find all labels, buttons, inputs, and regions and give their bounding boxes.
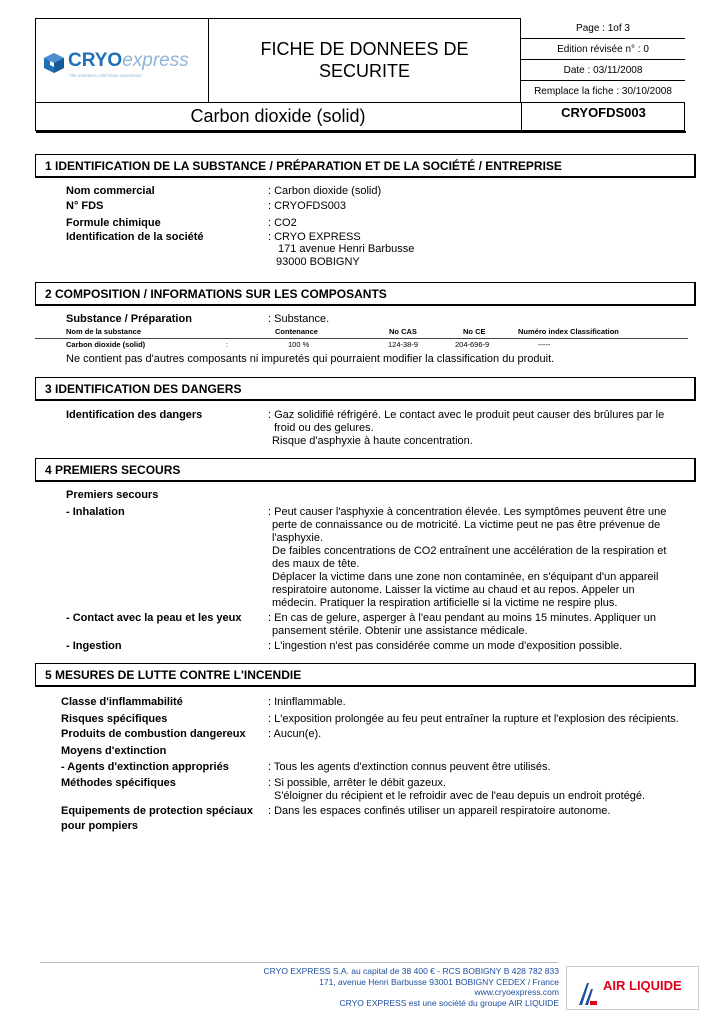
- logo-wordmark: CRYOexpress: [68, 50, 189, 71]
- nom-commercial-label: Nom commercial: [66, 185, 155, 197]
- dangers-line-2: froid ou des gelures.: [274, 422, 374, 434]
- formule-value: : CO2: [268, 217, 297, 229]
- air-liquide-logo: [566, 966, 699, 1010]
- row-ce: 204-696-9: [455, 340, 490, 349]
- section-3-header: 3 IDENTIFICATION DES DANGERS: [35, 377, 696, 401]
- produits-combustion-value: : Aucun(e).: [268, 728, 322, 740]
- dangers-label: Identification des dangers: [66, 409, 203, 421]
- ingestion-value: : L'ingestion n'est pas considérée comme un mode d'exposition possible.: [268, 640, 623, 652]
- section-2-header: 2 COMPOSITION / INFORMATIONS SUR LES COMPOSANTS: [35, 282, 696, 306]
- inhalation-line-3: l'asphyxie.: [272, 532, 324, 544]
- section-5-header: 5 MESURES DE LUTTE CONTRE L'INCENDIE: [35, 663, 696, 687]
- section-4-header: 4 PREMIERS SECOURS: [35, 458, 696, 482]
- equipements-value: : Dans les espaces confinés utiliser un appareil respiratoire autonome.: [268, 805, 611, 817]
- row-substance-name: Carbon dioxide (solid): [66, 340, 146, 349]
- logo-cell: [35, 18, 209, 102]
- col-index-classification: Numéro index Classification: [518, 327, 619, 336]
- societe-label: Identification de la société: [66, 231, 204, 243]
- moyens-extinction-label: Moyens d'extinction: [61, 745, 167, 757]
- air-liquide-emblem-icon: [577, 981, 597, 1005]
- section-1-header: 1 IDENTIFICATION DE LA SUBSTANCE / PRÉPARATION ET DE LA SOCIÉTÉ / ENTREPRISE: [35, 154, 696, 178]
- ingestion-label: - Ingestion: [66, 640, 122, 652]
- inhalation-line-8: médecin. Pratiquer la respiration artificielle si la victime ne respire plus.: [272, 597, 618, 609]
- equipements-label-1: Equipements de protection spéciaux: [61, 805, 253, 817]
- sheet-code: CRYOFDS003: [521, 102, 685, 131]
- substance-preparation-value: : Substance.: [268, 313, 330, 325]
- contact-peau-label: - Contact avec la peau et les yeux: [66, 612, 242, 624]
- nom-commercial-value: : Carbon dioxide (solid): [268, 185, 382, 197]
- col-content: Contenance: [275, 327, 318, 336]
- composition-table-rule: [35, 338, 688, 339]
- row-index: -----: [538, 340, 551, 349]
- dangers-line-1: : Gaz solidifié réfrigéré. Le contact avec le produit peut causer des brûlures par le: [268, 409, 665, 421]
- col-ce: No CE: [463, 327, 486, 336]
- header-shadow: [36, 131, 686, 133]
- contact-peau-line-2: pansement stérile. Obtenir une assistance médicale.: [272, 625, 528, 637]
- produits-combustion-label: Produits de combustion dangereux: [61, 728, 246, 740]
- inhalation-line-6: Déplacer la victime dans une zone non contaminée, en s'équipant d'un appareil: [272, 571, 659, 583]
- col-cas: No CAS: [389, 327, 417, 336]
- footer-line-2: 171, avenue Henri Barbusse 93001 BOBIGNY CEDEX / France: [319, 976, 559, 987]
- footer-line-4: CRYO EXPRESS est une société du groupe AIR LIQUIDE: [339, 997, 559, 1008]
- inhalation-label: - Inhalation: [66, 506, 125, 518]
- inhalation-line-2: perte de connaissance ou de motricité. La victime peut ne pas être prévenue de: [272, 519, 661, 531]
- page-number: Page : 1of 3: [521, 18, 685, 39]
- risques-value: : L'exposition prolongée au feu peut entraîner la rupture et l'explosion des récipients.: [268, 713, 679, 725]
- societe-address-city: 93000 BOBIGNY: [276, 256, 360, 268]
- substance-preparation-label: Substance / Préparation: [66, 313, 192, 325]
- risques-label: Risques spécifiques: [61, 713, 168, 725]
- societe-value: : CRYO EXPRESS: [268, 231, 361, 243]
- cryo-cube-icon: [43, 52, 65, 74]
- formule-label: Formule chimique: [66, 217, 161, 229]
- footer-rule: [40, 962, 558, 963]
- footer-company-info: [264, 966, 559, 1008]
- methodes-line-2: S'éloigner du récipient et le refroidir avec de l'eau depuis un endroit protégé.: [274, 790, 646, 802]
- inhalation-line-5: des maux de tête.: [272, 558, 360, 570]
- contact-peau-line-1: : En cas de gelure, asperger à l'eau pendant au moins 15 minutes. Appliquer un: [268, 612, 656, 624]
- col-substance-name: Nom de la substance: [66, 327, 142, 336]
- societe-address-street: 171 avenue Henri Barbusse: [278, 243, 415, 255]
- row-content: 100 %: [288, 340, 310, 349]
- fds-number-value: : CRYOFDS003: [268, 200, 347, 212]
- inhalation-line-4: De faibles concentrations de CO2 entraînent une accélération de la respiration et: [272, 545, 667, 557]
- classe-value: : Ininflammable.: [268, 696, 346, 708]
- premiers-secours-label: Premiers secours: [66, 489, 159, 501]
- replaces-sheet: Remplace la fiche : 30/10/2008: [521, 81, 685, 102]
- product-name: Carbon dioxide (solid): [190, 106, 366, 126]
- agents-extinction-label: - Agents d'extinction appropriés: [61, 761, 229, 773]
- edition-number: Edition révisée n° : 0: [521, 39, 685, 60]
- revision-date: Date : 03/11/2008: [521, 60, 685, 81]
- inhalation-line-7: respiratoire autonome. Laisser la victime au chaud et au repos. Appeler un: [272, 584, 635, 596]
- classe-label: Classe d'inflammabilité: [61, 696, 183, 708]
- equipements-label-2: pour pompiers: [61, 820, 139, 832]
- logo-tagline: The seamless cold chain experience: [69, 73, 142, 78]
- row-cas: 124-38-9: [388, 340, 419, 349]
- footer-line-1: CRYO EXPRESS S.A. au capital de 38 400 € - RCS BOBIGNY B 428 782 833: [263, 966, 559, 976]
- document-title: FICHE DE DONNEES DE SECURITE: [209, 18, 521, 102]
- fds-number-label: N° FDS: [66, 200, 104, 212]
- inhalation-line-1: : Peut causer l'asphyxie à concentration élevée. Les symptômes peuvent être une: [268, 506, 667, 518]
- agents-extinction-value: : Tous les agents d'extinction connus peuvent être utilisés.: [268, 761, 551, 773]
- composition-note: Ne contient pas d'autres composants ni impuretés qui pourraient modifier la classification du produit.: [66, 353, 555, 365]
- dangers-line-3: Risque d'asphyxie à haute concentration.: [272, 435, 473, 447]
- footer-website: www.cryoexpress.com: [474, 987, 559, 997]
- row-colon: :: [226, 340, 229, 349]
- methodes-line-1: : Si possible, arrêter le débit gazeux.: [268, 777, 446, 789]
- methodes-label: Méthodes spécifiques: [61, 777, 176, 789]
- air-liquide-wordmark: AIR LIQUIDE: [603, 978, 682, 993]
